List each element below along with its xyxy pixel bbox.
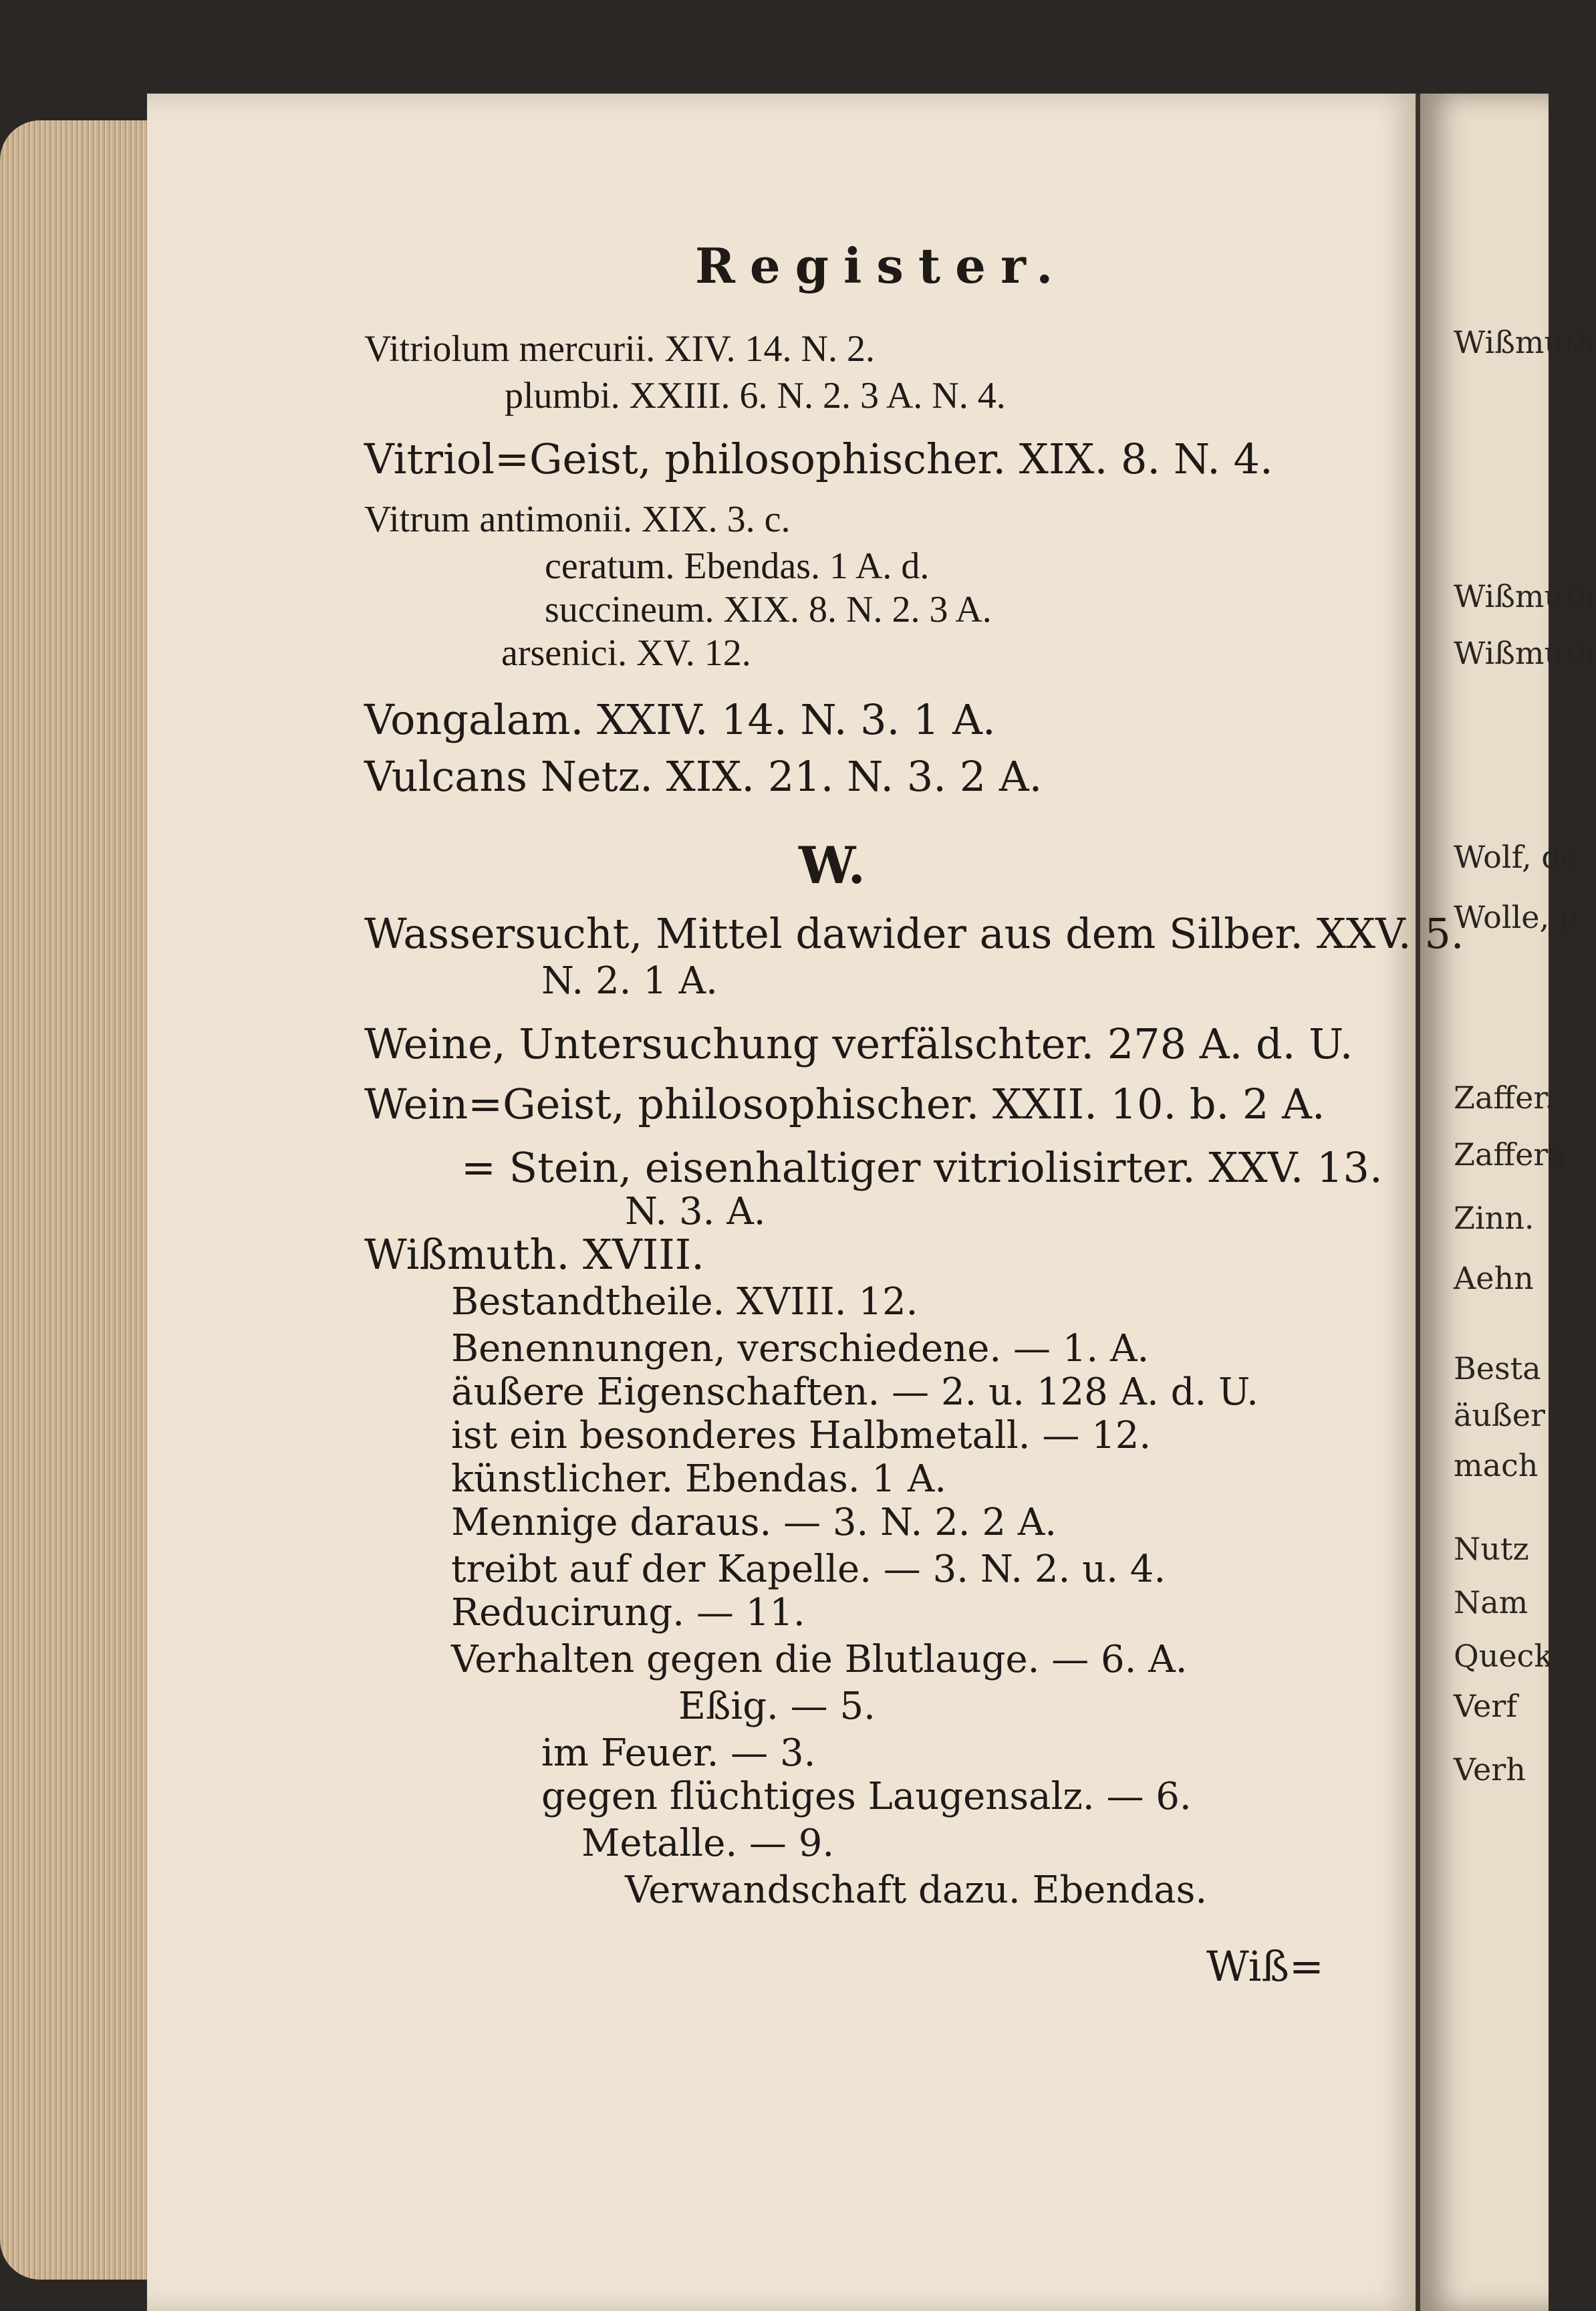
register-entry: N. 3. A.	[625, 1190, 766, 1233]
book-page-edges	[0, 120, 154, 2280]
register-entry: plumbi. XXIII. 6. N. 2. 3 A. N. 4.	[505, 375, 1006, 416]
facing-line: Wißmuth	[1454, 324, 1596, 360]
register-entry: Vitriolum mercurii. XIV. 14. N. 2.	[364, 328, 875, 370]
facing-line: mach	[1454, 1447, 1539, 1483]
register-entry: Vitrum antimonii. XIX. 3. c.	[364, 499, 791, 540]
facing-line: Verf	[1454, 1688, 1518, 1724]
register-entry: Vulcans Netz. XIX. 21. N. 3. 2 A.	[364, 752, 1043, 801]
register-entry: Benennungen, verschiedene. — 1. A.	[451, 1327, 1150, 1370]
register-entry: = Stein, eisenhaltiger vitriolisirter. XXV. 13.	[461, 1143, 1383, 1192]
register-entry: Eßig. — 5.	[678, 1685, 876, 1728]
register-entry: Metalle. — 9.	[581, 1822, 835, 1865]
facing-line: Nam	[1454, 1584, 1528, 1620]
register-entry: äußere Eigenschaften. — 2. u. 128 A. d. U.	[451, 1370, 1258, 1414]
section-letter: W.	[799, 836, 866, 895]
facing-line: Wißmuth	[1454, 578, 1596, 614]
facing-line: Queck	[1454, 1638, 1553, 1674]
register-entry: Verhalten gegen die Blutlauge. — 6. A.	[451, 1638, 1188, 1681]
register-entry: N. 2. 1 A.	[541, 959, 718, 1003]
register-entry: ist ein besonderes Halbmetall. — 12.	[451, 1414, 1152, 1457]
register-entry: gegen flüchtiges Laugensalz. — 6.	[541, 1775, 1192, 1818]
register-entry: Wein=Geist, philosophischer. XXII. 10. b. 2 A.	[364, 1080, 1325, 1128]
page-title: Register.	[695, 237, 1068, 294]
facing-line: Aehn	[1454, 1260, 1534, 1296]
facing-line: Wißmuth	[1454, 635, 1596, 671]
facing-line: Verh	[1454, 1751, 1526, 1788]
register-entry: treibt auf der Kapelle. — 3. N. 2. u. 4.	[451, 1548, 1166, 1591]
register-entry: Vongalam. XXIV. 14. N. 3. 1 A.	[364, 695, 996, 744]
register-entry: im Feuer. — 3.	[541, 1731, 816, 1775]
facing-line: Wolle, p	[1454, 899, 1579, 935]
facing-line: äußer	[1454, 1397, 1545, 1433]
facing-line: Nutz	[1454, 1531, 1529, 1567]
register-entry: arsenici. XV. 12.	[501, 632, 751, 674]
register-entry: Bestandtheile. XVIII. 12.	[451, 1280, 918, 1324]
facing-line: Wolf, de	[1454, 839, 1579, 875]
catchword: Wiß=	[1206, 1942, 1324, 1991]
register-entry: künstlicher. Ebendas. 1 A.	[451, 1457, 947, 1501]
facing-line: Zinn.	[1454, 1200, 1535, 1236]
register-entry: ceratum. Ebendas. 1 A. d.	[545, 545, 930, 587]
facing-line: Zaffera.	[1454, 1136, 1577, 1173]
register-entry: Weine, Untersuchung verfälschter. 278 A. d. U.	[364, 1019, 1353, 1068]
register-entry: Reducirung. — 11.	[451, 1591, 805, 1634]
register-entry: succineum. XIX. 8. N. 2. 3 A.	[545, 589, 992, 630]
register-entry: Vitriol=Geist, philosophischer. XIX. 8. N. 4.	[364, 435, 1273, 483]
facing-line: Zaffer.	[1454, 1080, 1555, 1116]
register-entry: Wassersucht, Mittel dawider aus dem Silber. XXV. 5.	[364, 909, 1464, 958]
register-entry: Mennige daraus. — 3. N. 2. 2 A.	[451, 1501, 1057, 1544]
register-entry: Verwandschaft dazu. Ebendas.	[625, 1868, 1208, 1912]
facing-line: Besta	[1454, 1350, 1541, 1386]
facing-page-fragment	[1420, 94, 1596, 2311]
register-entry: Wißmuth. XVIII.	[364, 1230, 704, 1279]
